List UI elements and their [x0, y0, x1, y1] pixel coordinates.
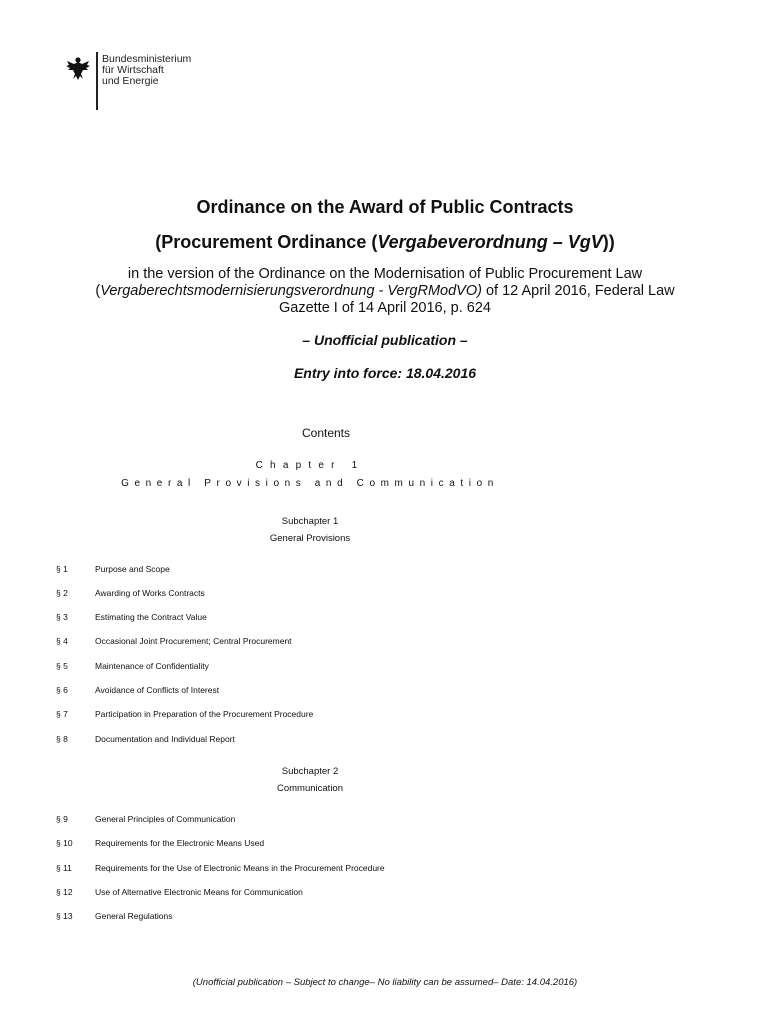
toc-section-title: Estimating the Contract Value	[95, 612, 207, 622]
ministry-name-line-2: für Wirtschaft	[102, 64, 164, 76]
page-footer: (Unofficial publication – Subject to change– No liability can be assumed– Date: 14.04.2016)	[192, 977, 578, 988]
ministry-name-line-1: Bundesministerium	[102, 53, 192, 65]
toc-section-title: Participation in Preparation of the Procurement Procedure	[95, 709, 314, 719]
unofficial-notice: – Unofficial publication –	[302, 332, 468, 348]
toc-section-number: § 5	[56, 661, 68, 671]
toc-section-title: Documentation and Individual Report	[95, 734, 235, 744]
subtitle-suffix: ))	[602, 232, 615, 252]
toc-section-number: § 13	[56, 911, 73, 921]
subchapter-1-title: General Provisions	[269, 533, 351, 544]
version-statement	[90, 266, 680, 317]
toc-section-title: Use of Alternative Electronic Means for Communication	[95, 887, 303, 897]
subchapter-1-label: Subchapter 1	[281, 516, 339, 527]
chapter-label: Chapter 1	[255, 460, 365, 471]
toc-section-number: § 4	[56, 636, 68, 646]
toc-section-title: General Regulations	[95, 911, 173, 921]
subchapter-2-label: Subchapter 2	[281, 766, 339, 777]
ministry-logo	[64, 52, 224, 112]
version-german-name: Vergaberechtsmodernisierungsverordnung - VergRModVO)	[100, 283, 482, 299]
toc-section-title: Requirements for the Electronic Means Used	[95, 838, 265, 848]
toc-section-number: § 9	[56, 814, 68, 824]
toc-section-title: Avoidance of Conflicts of Interest	[95, 685, 220, 695]
subtitle-prefix: (Procurement Ordinance (	[155, 232, 378, 252]
toc-section-title: Awarding of Works Contracts	[95, 588, 205, 598]
toc-section-number: § 10	[56, 838, 73, 848]
toc-section-number: § 6	[56, 685, 68, 695]
toc-section-number: § 1	[56, 564, 68, 574]
logo-divider	[96, 52, 98, 110]
subtitle-german-name: Vergabeverordnung – VgV	[377, 232, 603, 252]
toc-section-number: § 2	[56, 588, 68, 598]
toc-section-title: Purpose and Scope	[95, 564, 170, 574]
toc-section-number: § 3	[56, 612, 68, 622]
toc-section-title: Maintenance of Confidentiality	[95, 661, 209, 671]
ministry-name-line-3: und Energie	[102, 75, 159, 87]
version-prefix: in the version of the Ordinance on the Modernisation of Public Procurement Law (	[95, 266, 643, 299]
toc-section-number: § 12	[56, 887, 73, 897]
toc-section-title: Occasional Joint Procurement; Central Procurement	[95, 636, 292, 646]
document-title: Ordinance on the Award of Public Contracts	[196, 197, 574, 217]
ministry-name	[102, 54, 191, 87]
chapter-title: General Provisions and Communication	[121, 478, 499, 489]
version-suffix: of 12 April 2016, Federal Law Gazette I of 14 April 2016, p. 624	[278, 283, 675, 316]
toc-section-number: § 7	[56, 709, 68, 719]
toc-section-number: § 8	[56, 734, 68, 744]
entry-into-force: Entry into force: 18.04.2016	[293, 365, 477, 381]
document-subtitle	[0, 232, 770, 253]
toc-section-number: § 11	[56, 863, 72, 873]
subchapter-2-title: Communication	[277, 783, 343, 794]
contents-heading: Contents	[301, 426, 351, 440]
toc-section-title: Requirements for the Use of Electronic Means in the Procurement Procedure	[95, 863, 385, 873]
toc-section-title: General Principles of Communication	[95, 814, 236, 824]
federal-eagle-icon	[64, 54, 92, 82]
